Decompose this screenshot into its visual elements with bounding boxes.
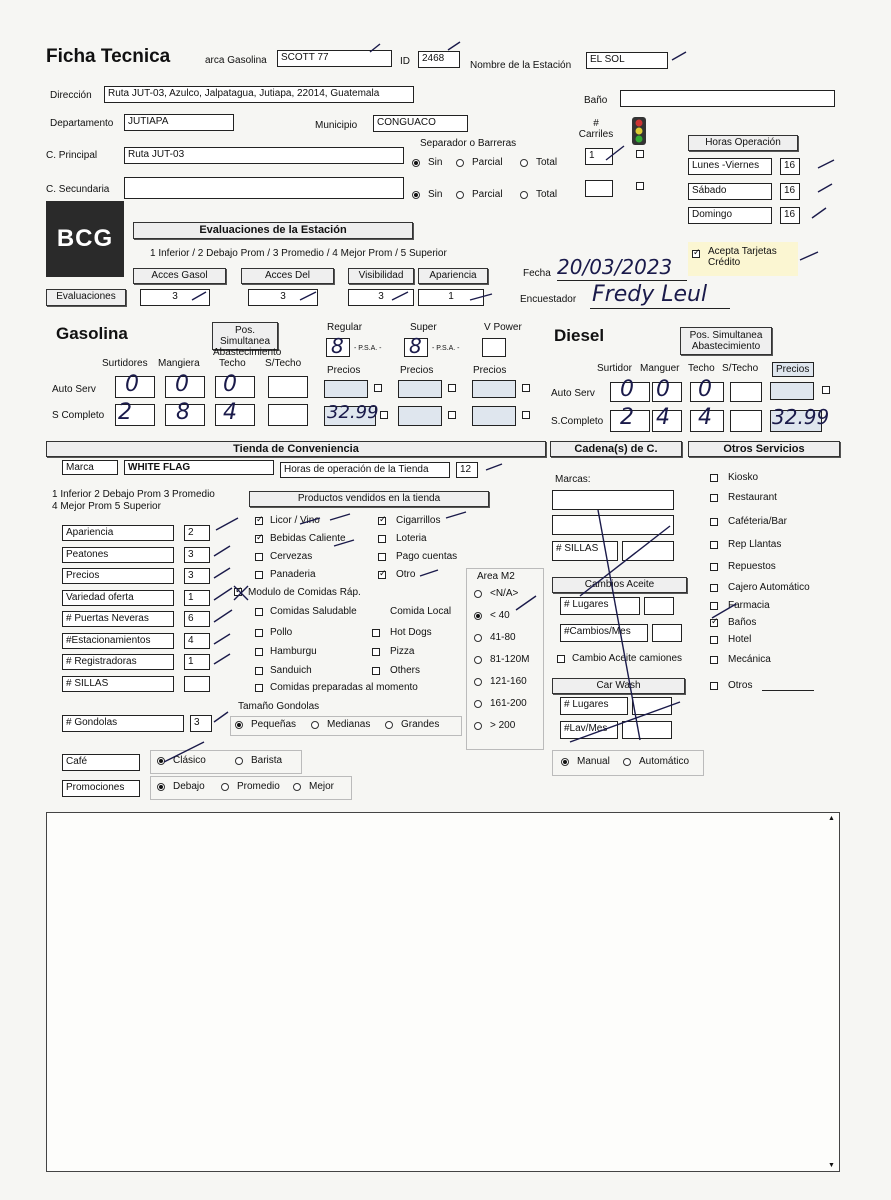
rating-value[interactable]: 1: [184, 590, 210, 606]
evaluaciones-scale: 1 Inferior / 2 Debajo Prom / 3 Promedio / 4 Mejor Prom / 5 Superior: [150, 248, 447, 259]
rating-label: # SILLAS: [62, 676, 174, 692]
c-principal-label: C. Principal: [46, 150, 98, 161]
radio-label: Debajo: [173, 781, 205, 792]
otros-servicio-label: Baños: [728, 617, 757, 628]
horas-tienda-label: Horas de operación de la Tienda: [280, 462, 450, 478]
carriles-label: # Carriles: [578, 118, 614, 140]
auto-mangiera-value: 0: [175, 372, 189, 397]
rating-label: #Estacionamientos: [62, 633, 174, 649]
comida-local-label: Comida Local: [390, 606, 452, 617]
c-principal-field[interactable]: Ruta JUT-03: [124, 147, 404, 164]
rating-value[interactable]: 6: [184, 611, 210, 627]
c-secundaria-label: C. Secundaria: [46, 184, 110, 195]
marca-gasolina-field[interactable]: SCOTT 77: [277, 50, 392, 67]
acces-del-value[interactable]: 3: [248, 289, 318, 306]
direccion-field[interactable]: Ruta JUT-03, Azulco, Jalpatagua, Jutiapa, 22014, Guatemala: [104, 86, 414, 103]
municipio-label: Municipio: [315, 120, 358, 131]
producto-label: Cigarrillos: [396, 515, 441, 526]
modulo-comidas-label: Modulo de Comidas Ráp.: [248, 587, 361, 598]
banio-label: Baño: [584, 95, 608, 106]
producto-label: Panaderia: [270, 569, 316, 580]
radio-label: Mejor: [309, 781, 335, 792]
otros-servicio-label: Mecánica: [728, 654, 771, 665]
otros-servicio-label: Repuestos: [728, 561, 776, 572]
tamano-gondolas-label: Tamaño Gondolas: [238, 701, 320, 712]
diesel-pos-simultanea-button[interactable]: Pos. Simultanea Abastecimiento: [680, 327, 772, 355]
tienda-scale-1: 1 Inferior 2 Debajo Prom 3 Promedio: [52, 489, 215, 500]
rating-value[interactable]: 2: [184, 525, 210, 541]
radio-label: Manual: [577, 756, 610, 767]
comida-label: Pollo: [270, 627, 293, 638]
gondolas-label: # Gondolas: [62, 715, 184, 732]
radio-label: Parcial: [472, 157, 503, 168]
producto-label: Loteria: [396, 533, 427, 544]
visibilidad-label: Visibilidad: [348, 268, 414, 284]
otros-servicio-label: Otros: [728, 680, 753, 691]
radio-label: Sin: [428, 189, 443, 200]
precios-vpower-label: Precios: [473, 365, 507, 376]
page-title: Ficha Tecnica: [46, 46, 171, 67]
domingo-field[interactable]: 16: [780, 207, 800, 224]
tienda-title: Tienda de Conveniencia: [46, 441, 546, 457]
completo-techo-value: 4: [223, 400, 237, 425]
diesel-auto-techo-value: 0: [698, 377, 712, 402]
radio-label: Clásico: [173, 755, 206, 766]
producto-label: Otro: [396, 569, 416, 580]
horas-operacion-button[interactable]: Horas Operación: [688, 135, 798, 151]
camiones-label: Cambio Aceite camiones: [572, 653, 683, 664]
precios-super-label: Precios: [400, 365, 434, 376]
visibilidad-value[interactable]: 3: [348, 289, 414, 306]
diesel-precios-label: Precios: [772, 362, 814, 377]
auto-serv-label: Auto Serv: [52, 384, 96, 395]
diesel-auto-label: Auto Serv: [551, 388, 595, 399]
evaluaciones-button[interactable]: Evaluaciones: [46, 289, 126, 306]
producto-label: Pago cuentas: [396, 551, 458, 562]
super-label: Super: [410, 322, 437, 333]
radio-label: Total: [536, 189, 558, 200]
diesel-completo-precio-value: 32.99: [772, 405, 830, 429]
comida-label: Pizza: [390, 646, 415, 657]
evaluaciones-title: Evaluaciones de la Estación: [133, 222, 413, 239]
acces-del-label: Acces Del: [241, 268, 334, 284]
vpower-label: V Power: [484, 322, 522, 333]
rating-value[interactable]: 3: [184, 547, 210, 563]
apariencia-value[interactable]: 1: [418, 289, 484, 306]
regular-label: Regular: [327, 322, 363, 333]
comida-label: Others: [390, 665, 421, 676]
cambios-aceite-button[interactable]: Cambios Aceite: [552, 577, 687, 593]
diesel-completo-surtidor-value: 2: [620, 405, 634, 430]
rating-label: Peatones: [62, 547, 174, 563]
carriles-field[interactable]: 1: [585, 148, 613, 165]
cadena-title: Cadena(s) de C.: [550, 441, 682, 457]
completo-precio-regular-value: 32.99: [327, 402, 379, 423]
completo-mangiera-value: 8: [176, 400, 190, 425]
direccion-label: Dirección: [50, 90, 92, 101]
producto-label: Cervezas: [270, 551, 313, 562]
comidas-saludable-label: Comidas Saludable: [270, 606, 357, 617]
col-s-techo: S/Techo: [265, 358, 302, 369]
cadena-sillas-label: # SILLAS: [552, 541, 618, 561]
diesel-auto-surtidor-value: 0: [620, 377, 634, 402]
marcas-label: Marcas:: [555, 474, 591, 485]
scroll-up-icon[interactable]: ▲: [828, 815, 835, 822]
auto-surtidores-value: 0: [125, 372, 139, 397]
marca-field[interactable]: WHITE FLAG: [124, 460, 274, 475]
comidas-preparadas-label: Comidas preparadas al momento: [270, 682, 418, 693]
s-completo-label: S Completo: [52, 410, 105, 421]
col-mangiera: Mangiera: [158, 358, 200, 369]
otros-servicio-label: Restaurant: [728, 492, 777, 503]
gasolina-title: Gasolina: [56, 324, 128, 343]
diesel-title: Diesel: [554, 326, 605, 345]
tienda-scale-2: 4 Mejor Prom 5 Superior: [52, 501, 161, 512]
super-value: 8: [409, 334, 422, 358]
area-option-label: 161-200: [490, 698, 527, 709]
radio-label: Promedio: [237, 781, 280, 792]
area-option-label: <N/A>: [490, 588, 519, 599]
municipio-field[interactable]: CONGUACO: [373, 115, 468, 132]
psa-super: - P.S.A. -: [432, 345, 460, 352]
otros-servicios-title: Otros Servicios: [688, 441, 840, 457]
comida-label: Sanduich: [270, 665, 312, 676]
separador-label: Separador o Barreras: [420, 138, 517, 149]
area-m2-label: Area M2: [477, 571, 515, 582]
rating-label: Precios: [62, 568, 174, 584]
radio-label: Medianas: [327, 719, 371, 730]
col-techo: Techo: [219, 358, 246, 369]
radio-label: Barista: [251, 755, 283, 766]
cafe-label: Café: [62, 754, 140, 771]
otros-servicio-label: Cajero Automático: [728, 582, 810, 593]
radio-label: Total: [536, 157, 558, 168]
area-option-label: 121-160: [490, 676, 527, 687]
cambios-mes-label: #Cambios/Mes: [560, 624, 648, 642]
radio-label: Grandes: [401, 719, 440, 730]
bcg-logo: BCG: [46, 201, 124, 277]
acces-gasol-value[interactable]: 3: [140, 289, 210, 306]
diesel-col-manguer: Manguer: [640, 363, 680, 374]
rating-label: # Puertas Neveras: [62, 611, 174, 627]
encuestador-value[interactable]: Fredy Leul: [592, 282, 708, 307]
otros-servicio-label: Rep Llantas: [728, 539, 782, 550]
marca-label: Marca: [62, 460, 118, 475]
lunes-label: Lunes -Viernes: [688, 158, 772, 175]
sabado-field[interactable]: 16: [780, 183, 800, 200]
apariencia-label: Apariencia: [418, 268, 488, 284]
fecha-label: Fecha: [523, 268, 551, 279]
diesel-completo-label: S.Completo: [551, 416, 604, 427]
rating-value[interactable]: 4: [184, 633, 210, 649]
departamento-field[interactable]: JUTIAPA: [124, 114, 234, 131]
rating-label: Variedad oferta: [62, 590, 174, 606]
comida-label: Hamburgu: [270, 646, 317, 657]
estacion-label: Nombre de la Estación: [470, 60, 572, 71]
diesel-completo-techo-value: 4: [698, 405, 712, 430]
rating-label: # Registradoras: [62, 654, 174, 670]
domingo-label: Domingo: [688, 207, 772, 224]
col-surtidores: Surtidores: [102, 358, 148, 369]
radio-label: Pequeñas: [251, 719, 297, 730]
diesel-completo-manguer-value: 4: [656, 405, 670, 430]
otros-servicio-label: Caféteria/Bar: [728, 516, 787, 527]
rating-label: Apariencia: [62, 525, 174, 541]
radio-label: Parcial: [472, 189, 503, 200]
completo-surtidores-value: 2: [118, 400, 132, 425]
gondolas-field[interactable]: 3: [190, 715, 212, 732]
id-label: ID: [400, 56, 410, 67]
tarjetas-label: Acepta Tarjetas Crédito: [708, 246, 777, 268]
diesel-auto-manguer-value: 0: [656, 377, 670, 402]
psa-regular: - P.S.A. -: [354, 345, 382, 352]
id-field[interactable]: 2468: [418, 51, 460, 68]
area-option-label: < 40: [490, 610, 510, 621]
otros-servicio-label: Hotel: [728, 634, 752, 645]
auto-techo-value: 0: [223, 372, 237, 397]
radio-label: Automático: [639, 756, 690, 767]
gasolina-pos-simultanea-button[interactable]: Pos. Simultanea Abastecimiento: [212, 322, 278, 350]
area-option-label: > 200: [490, 720, 516, 731]
fecha-value[interactable]: 20/03/2023: [557, 255, 673, 279]
regular-value: 8: [331, 334, 344, 358]
encuestador-label: Encuestador: [520, 294, 577, 305]
scroll-down-icon[interactable]: ▼: [828, 1162, 835, 1169]
diesel-col-s-techo: S/Techo: [722, 363, 759, 374]
otros-servicio-label: Kiosko: [728, 472, 759, 483]
lunes-field[interactable]: 16: [780, 158, 800, 175]
departamento-label: Departamento: [50, 118, 114, 129]
rating-value[interactable]: 1: [184, 654, 210, 670]
diesel-col-techo: Techo: [688, 363, 715, 374]
rating-value[interactable]: 3: [184, 568, 210, 584]
diesel-col-surtidor: Surtidor: [597, 363, 633, 374]
car-wash-button[interactable]: Car Wash: [552, 678, 685, 694]
sabado-label: Sábado: [688, 183, 772, 200]
area-option-label: 41-80: [490, 632, 516, 643]
precios-regular-label: Precios: [327, 365, 361, 376]
aceite-lugares-label: # Lugares: [560, 597, 640, 615]
comida-label: Hot Dogs: [390, 627, 432, 638]
wash-lugares-label: # Lugares: [560, 697, 628, 715]
productos-vendidos-button[interactable]: Productos vendidos en la tienda: [249, 491, 489, 507]
promociones-label: Promociones: [62, 780, 140, 797]
horas-tienda-field[interactable]: 12: [456, 462, 478, 478]
radio-label: Sin: [428, 157, 443, 168]
otros-servicio-label: Farmacia: [728, 600, 770, 611]
acces-gasol-label: Acces Gasol: [133, 268, 226, 284]
estacion-field[interactable]: EL SOL: [586, 52, 668, 69]
lav-mes-label: #Lav/Mes: [560, 721, 618, 739]
producto-label: Bebidas Caliente: [270, 533, 346, 544]
producto-label: Licor / Vino: [270, 515, 320, 526]
area-option-label: 81-120M: [490, 654, 530, 665]
marca-gasolina-label: arca Gasolina: [205, 55, 267, 66]
